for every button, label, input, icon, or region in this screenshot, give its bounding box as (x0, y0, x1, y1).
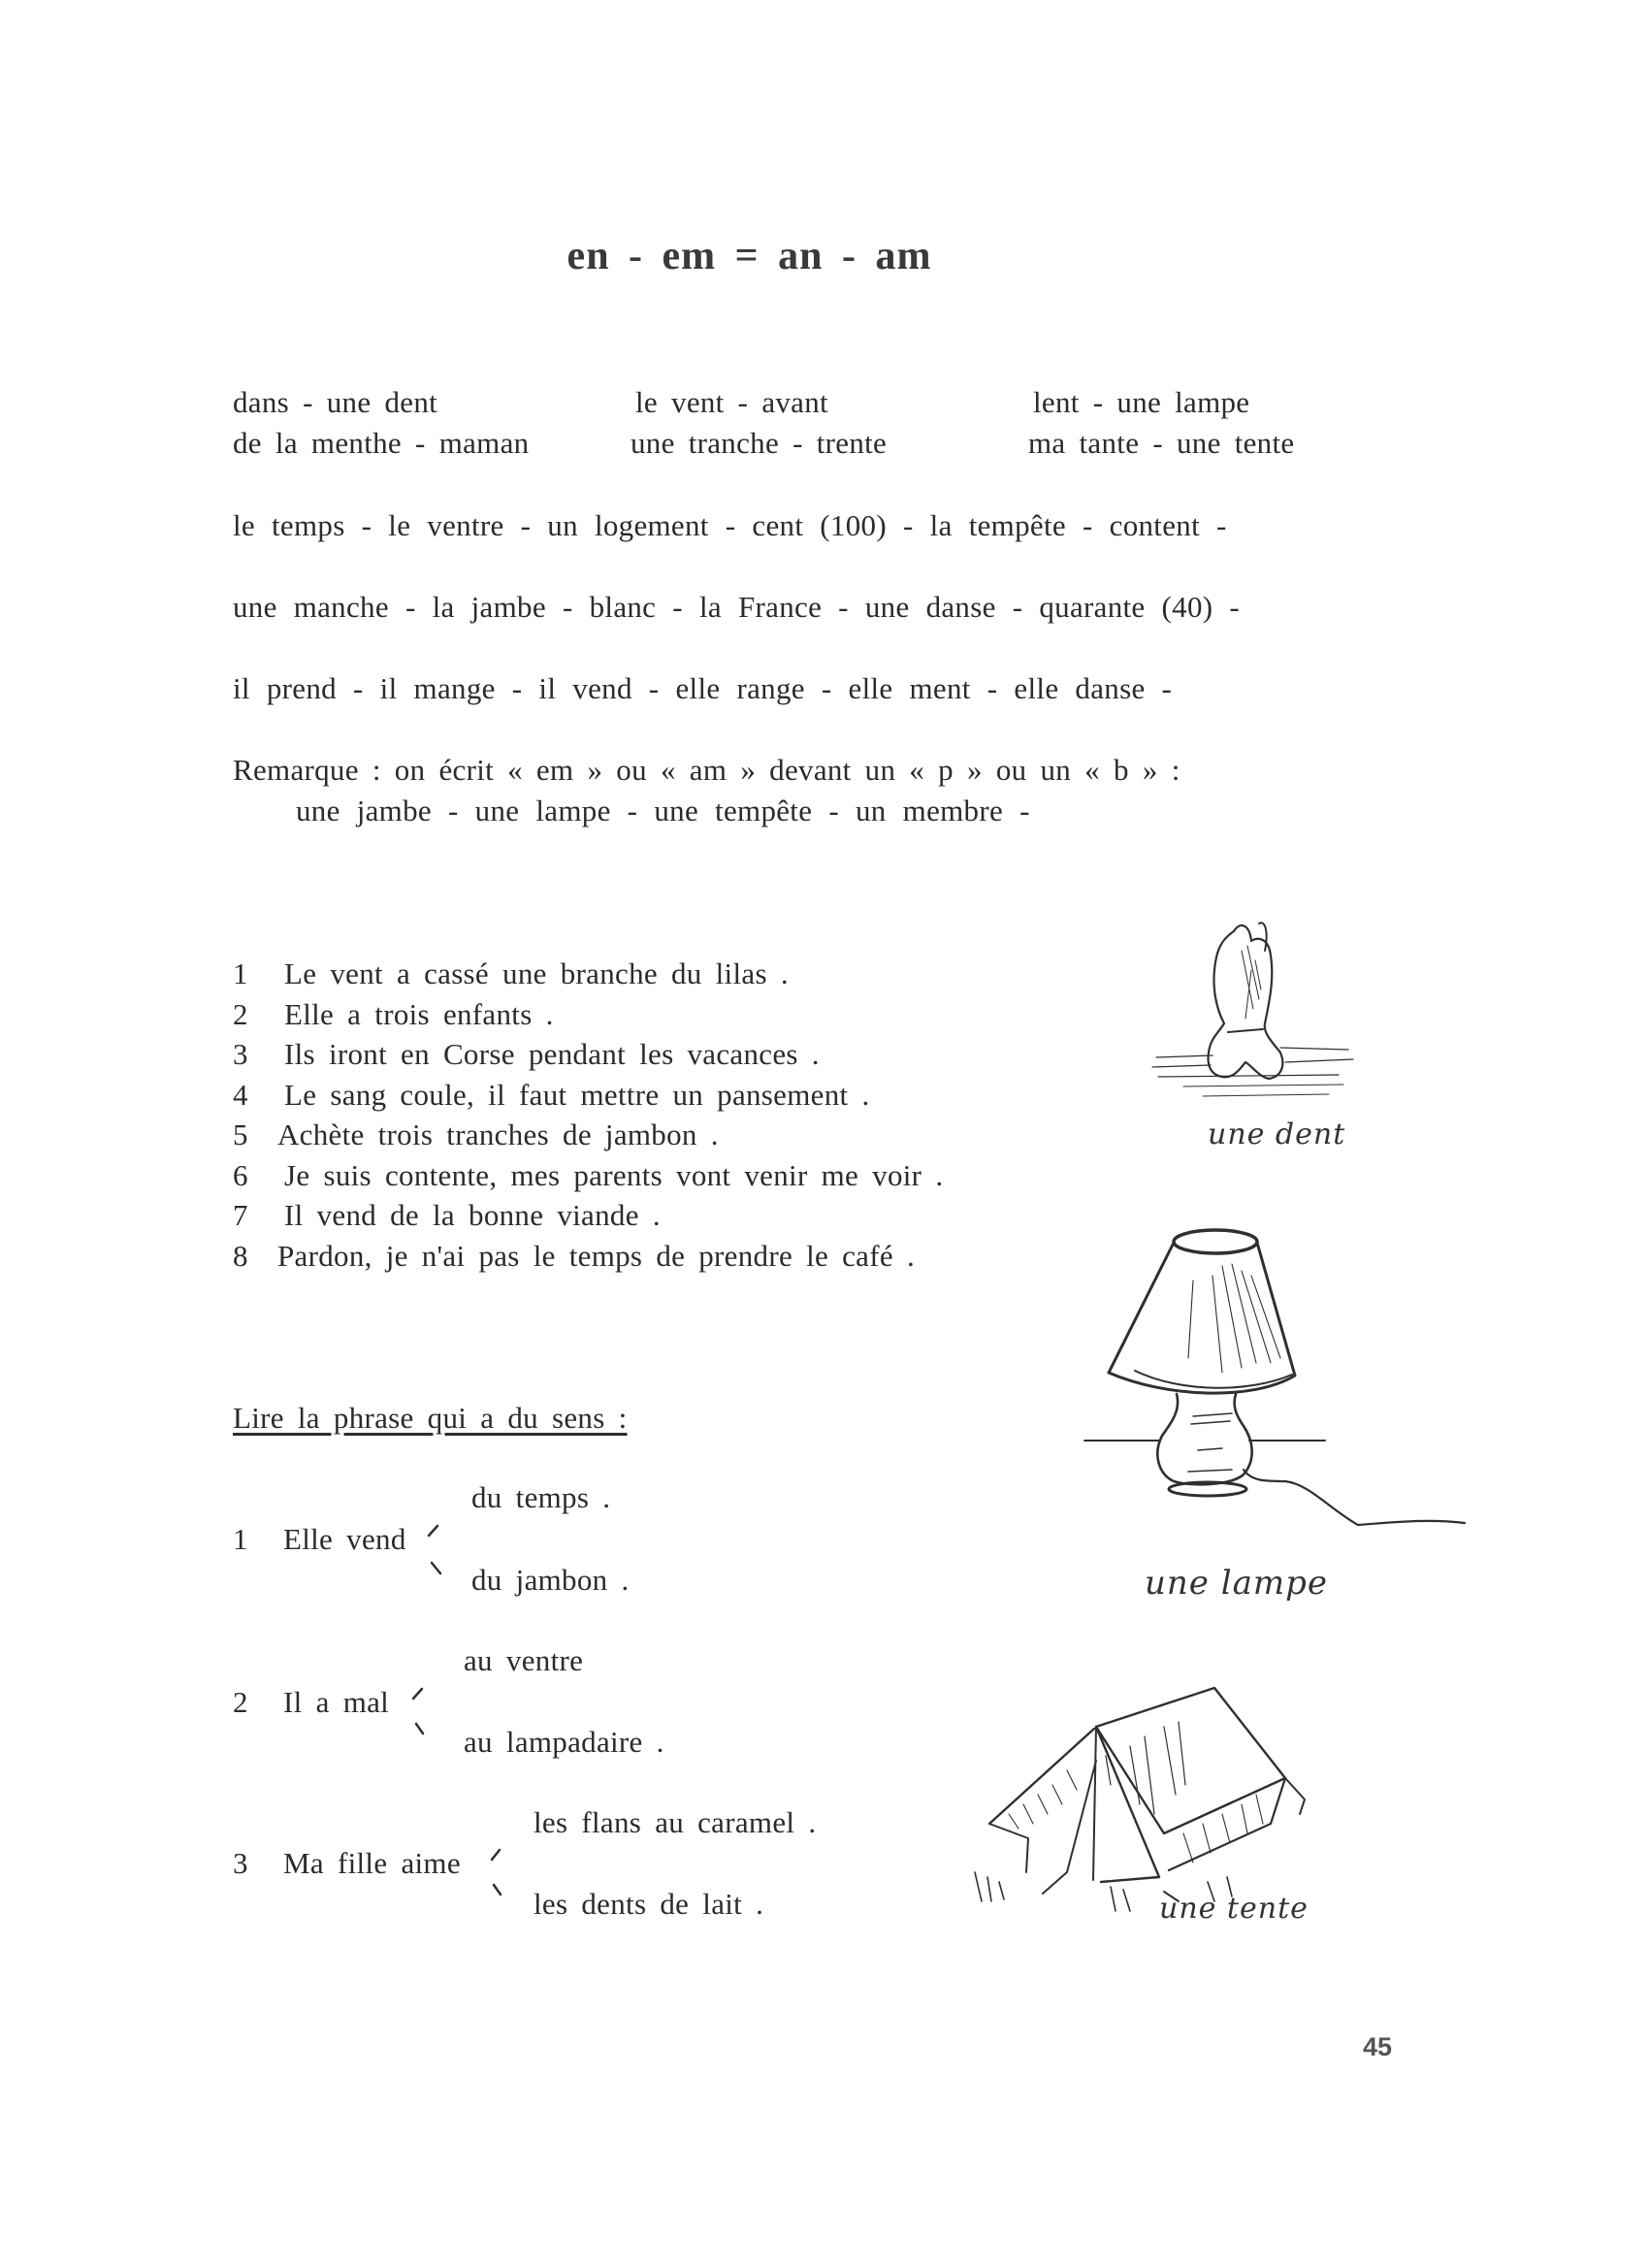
sentence-number: 6 (233, 1157, 248, 1192)
illustration-caption: une tente (1159, 1892, 1309, 1926)
exercise-option[interactable]: du temps . (471, 1480, 611, 1514)
sentence-text: Achète trois tranches de jambon . (277, 1118, 719, 1151)
exercise-stem: Il a mal (283, 1685, 390, 1719)
sentence-number: 8 (233, 1238, 248, 1273)
sentence-item (233, 1076, 943, 1117)
sentence-number: 1 (233, 956, 248, 990)
sentence-number: 3 (233, 1037, 248, 1071)
sentence-item (233, 1196, 943, 1237)
remark-line: Remarque : on écrit « em » ou « am » devant un « p » ou un « b » : (233, 753, 1180, 787)
sentence-item (233, 1237, 943, 1278)
sentence-text: Pardon, je n'ai pas le temps de prendre le café . (277, 1238, 915, 1273)
word-line: le temps - le ventre - un logement - cent (100) - la tempête - content - (233, 508, 1227, 542)
exercise-option[interactable]: au ventre (464, 1643, 584, 1677)
sentence-text: Elle a trois enfants . (284, 996, 554, 1031)
page-number: 45 (1363, 2032, 1393, 2061)
sentence-text: Le sang coule, il faut mettre un pansement . (284, 1077, 870, 1112)
exercise-option[interactable]: les dents de lait . (534, 1887, 764, 1921)
exercise-number: 1 (233, 1522, 248, 1556)
sentence-item (233, 1116, 943, 1156)
sentence-item (233, 1035, 943, 1076)
word-line: une manche - la jambe - blanc - la France - une danse - quarante (40) - (233, 590, 1241, 624)
word-grid-cell: le vent - avant (635, 385, 828, 419)
tent-drawing-icon (960, 1669, 1329, 1921)
sentence-number: 2 (233, 996, 248, 1031)
word-grid-cell: de la menthe - maman (233, 426, 530, 460)
illustration-caption: une dent (1208, 1118, 1346, 1151)
branch-connector-icon (427, 1518, 456, 1586)
page-title: en - em = an - am (566, 234, 932, 278)
exercise-stem: Elle vend (283, 1522, 406, 1556)
sentence-text: Le vent a cassé une branche du lilas . (284, 956, 789, 990)
word-grid-cell: ma tante - une tente (1028, 426, 1295, 460)
exercise-number: 3 (233, 1846, 248, 1880)
sentence-list (233, 955, 943, 1277)
exercise-option[interactable]: du jambon . (471, 1563, 630, 1597)
sentence-number: 7 (233, 1198, 248, 1232)
sentence-item (233, 995, 943, 1036)
tooth-drawing-icon (1145, 912, 1377, 1106)
remark-examples: une jambe - une lampe - une tempête - un membre - (296, 794, 1030, 827)
illustration-caption: une lampe (1145, 1564, 1328, 1603)
lamp-drawing-icon (1077, 1227, 1484, 1547)
exercise-stem: Ma fille aime (283, 1846, 461, 1880)
exercise-number: 2 (233, 1685, 248, 1719)
word-line: il prend - il mange - il vend - elle range - elle ment - elle danse - (233, 671, 1173, 705)
sentence-text: Je suis contente, mes parents vont venir me voir . (284, 1157, 944, 1192)
word-grid-cell: lent - une lampe (1033, 385, 1250, 419)
sentence-number: 4 (233, 1077, 248, 1112)
sentence-text: Ils iront en Corse pendant les vacances . (284, 1037, 820, 1071)
sentence-text: Il vend de la bonne viande . (284, 1198, 661, 1232)
sentence-item (233, 1156, 943, 1197)
sentence-number: 5 (233, 1118, 248, 1151)
word-grid-cell: une tranche - trente (630, 426, 888, 460)
exercise-option[interactable]: au lampadaire . (464, 1725, 664, 1759)
branch-connector-icon (490, 1842, 519, 1910)
word-grid-cell: dans - une dent (233, 385, 438, 419)
branch-connector-icon (411, 1681, 440, 1749)
sentence-item (233, 955, 943, 995)
exercise-heading: Lire la phrase qui a du sens : (233, 1401, 628, 1435)
exercise-option[interactable]: les flans au caramel . (534, 1805, 817, 1839)
